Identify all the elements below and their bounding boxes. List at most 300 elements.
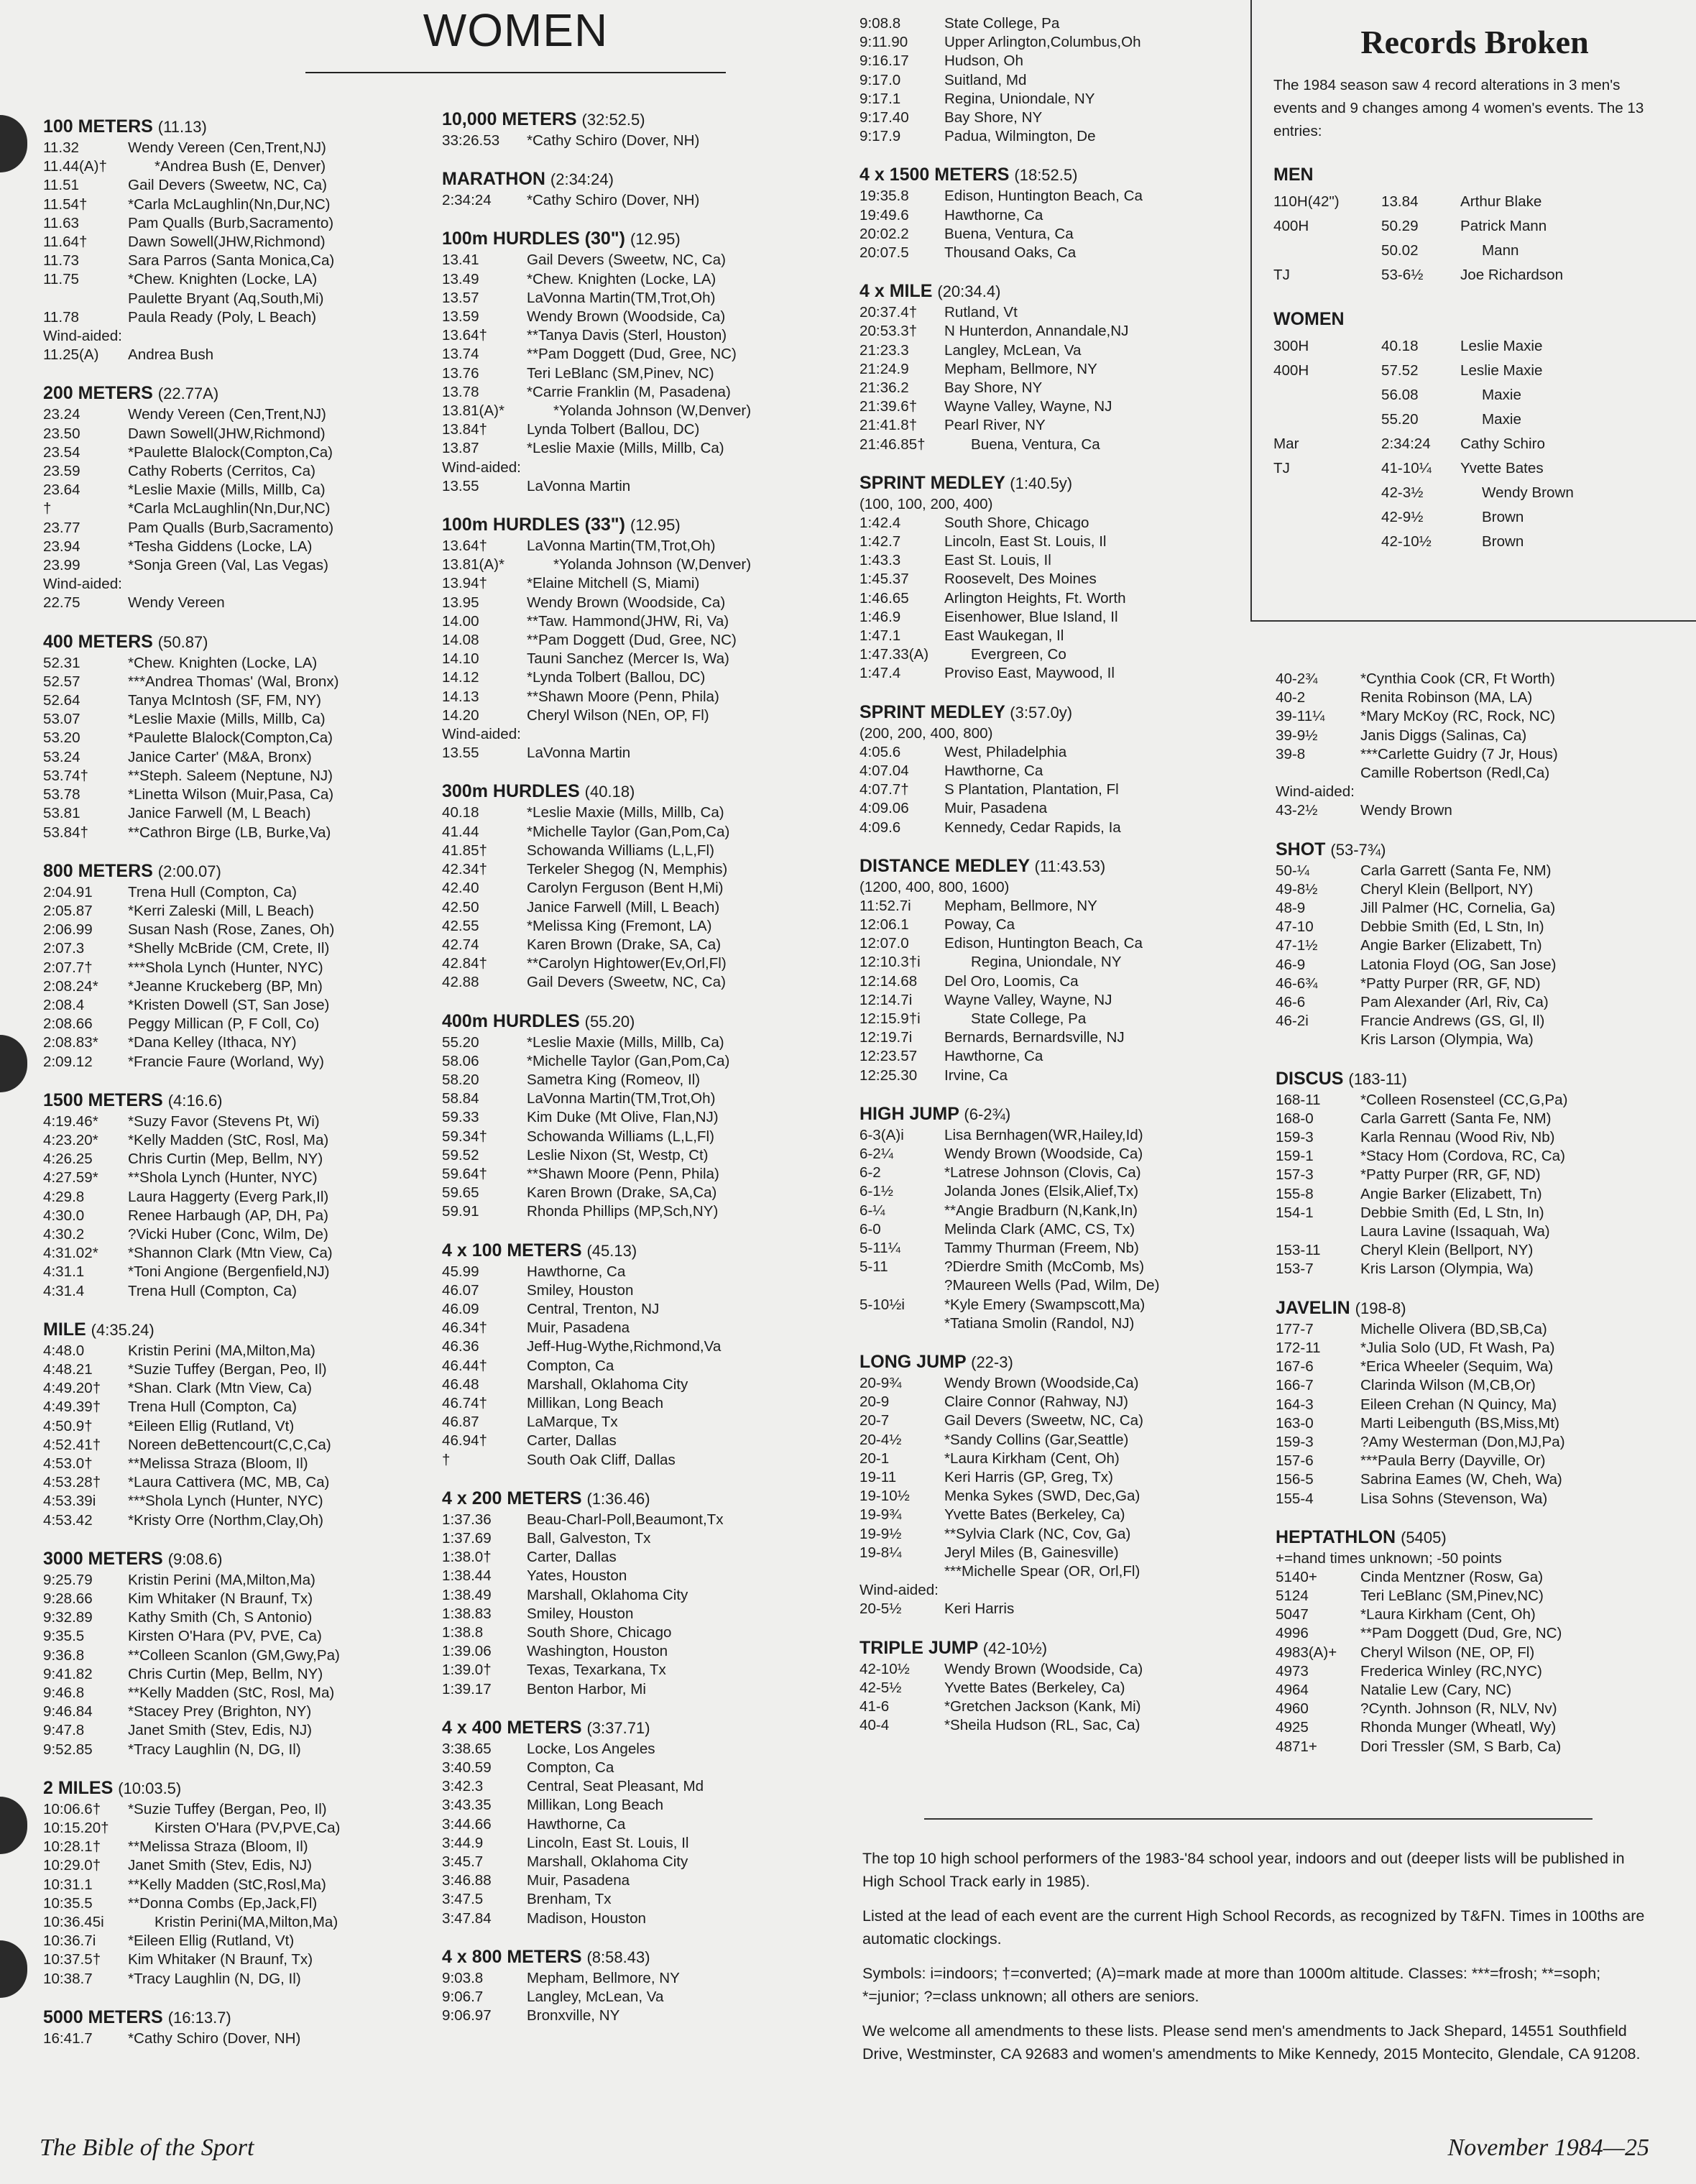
result-name: Hawthorne, Ca [944,206,1043,224]
event-title: HIGH JUMP [859,1103,964,1124]
result-mark: 1:47.33(A) [859,646,929,663]
result-mark: 53.84† [43,824,88,841]
result-name: Smiley, Houston [527,1281,634,1299]
event-block [442,1945,859,2026]
result-mark: 46.44† [442,1357,487,1374]
result-row [859,762,1248,780]
result-name: Kristin Perini (MA,Milton,Ma) [128,1342,315,1359]
result-row [1276,918,1678,936]
result-name: *Sheila Hudson (RL, Sac, Ca) [944,1717,1140,1734]
result-name: Edison, Huntington Beach, Ca [944,935,1143,952]
binder-hole [0,115,27,172]
event-record: (1:40.5y) [1010,474,1073,492]
result-mark: 13.49 [442,270,479,287]
result-mark: 12:06.1 [859,916,909,933]
result-mark: 20:07.5 [859,244,909,262]
result-name: Evergreen, Co [971,646,1066,663]
records-broken-title: Records Broken [1360,24,1589,60]
result-mark: 46-6 [1276,994,1306,1011]
result-mark: 13.87 [442,440,479,457]
result-name: Wayne Valley, Wayne, NJ [944,991,1112,1008]
result-mark: 39-11¼ [1276,708,1325,725]
event-heading [43,382,424,405]
record-row [1273,239,1696,263]
result-mark: 33:26.53 [442,132,500,149]
result-mark: 1:39.0† [442,1662,492,1679]
result-name: *Paulette Blalock(Compton,Ca) [128,729,333,747]
result-mark: 5047 [1276,1606,1309,1623]
result-row [1276,936,1678,955]
result-mark: 42.40 [442,880,479,897]
result-name: Kirsten O'Hara (PV, PVE, Ca) [128,1628,322,1645]
record-row [1273,530,1696,554]
page-header [305,0,726,73]
result-row [859,71,1248,90]
result-row [43,748,424,767]
result-row [859,1010,1248,1028]
result-name: *Tracy Laughlin (N, DG, Il) [128,1970,301,1987]
record-mark: 40.18 [1381,338,1419,354]
result-mark: 10:38.7 [43,1970,93,1987]
result-row [859,187,1248,206]
result-mark: 11.32 [43,139,80,156]
result-mark: 4:52.41† [43,1436,101,1453]
event-title: 4 x 1500 METERS [859,165,1015,185]
result-row [43,2029,424,2048]
result-name: Hudson, Oh [944,52,1023,70]
result-row [859,1374,1248,1393]
result-row [859,1411,1248,1430]
result-name: *Yolanda Johnson (W,Denver) [553,556,752,573]
result-name: Wendy Vereen [128,594,225,612]
column-3 [859,14,1248,1752]
result-name: *Tracy Laughlin (N, DG, Il) [128,1741,301,1758]
result-name: **Pam Doggett (Dud, Gree, NC) [527,632,737,649]
result-row [859,1716,1248,1735]
result-row [43,1360,424,1379]
result-mark: 10:29.0† [43,1857,101,1874]
result-row [859,1525,1248,1544]
result-name: *Kerri Zaleski (Mill, L Beach) [128,902,315,919]
record-athlete: Yvette Bates [1460,460,1544,476]
record-mark: 13.84 [1381,193,1419,210]
record-athlete: Maxie [1482,387,1521,403]
result-name: Wendy Brown (Woodside,Ca) [944,1374,1139,1391]
result-row [859,1562,1248,1581]
result-mark: 20:02.2 [859,225,909,242]
result-mark: 58.20 [442,1071,479,1088]
result-mark: 2:08.4 [43,996,85,1013]
result-row [43,921,424,939]
result-mark: 159-1 [1276,1148,1314,1165]
result-mark: 3:47.84 [442,1909,492,1927]
result-mark: 20-7 [859,1412,890,1429]
result-mark: 9:06.7 [442,1989,484,2006]
result-mark: 4996 [1276,1625,1309,1642]
result-name: Marti Leibenguth (BS,Miss,Mt) [1360,1414,1559,1432]
result-row [442,1300,859,1319]
record-athlete: Brown [1482,533,1524,550]
result-row [859,379,1248,397]
result-name: Hawthorne, Ca [944,762,1043,779]
result-mark [43,290,128,308]
result-mark [859,1276,944,1295]
result-row [442,1605,859,1623]
result-mark: 55.20 [442,1033,479,1051]
record-event: TJ [1273,267,1290,283]
page-title: WOMEN [423,4,609,56]
result-mark: 10:28.1† [43,1838,101,1856]
result-mark: 52.64 [43,692,80,709]
result-mark: 42.50 [442,898,479,916]
event-heading [442,227,859,251]
event-record: (10:03.5) [118,1779,182,1797]
result-row [43,1932,424,1950]
result-row [43,1913,424,1932]
result-mark: 4964 [1276,1681,1309,1698]
result-name: ***Paula Berry (Dayville, Or) [1360,1452,1546,1470]
result-name: Mepham, Bellmore, NY [944,360,1097,377]
result-name: **Shawn Moore (Penn, Phila) [527,1165,719,1182]
result-name: *Chew. Knighten (Locke, LA) [527,270,716,287]
event-heading [859,1636,1248,1660]
event-record: (3:37.71) [586,1718,650,1737]
result-row [43,1571,424,1590]
result-row [859,1145,1248,1164]
result-row [442,1740,859,1759]
event-record: (12.95) [630,230,681,249]
result-name: **Carolyn Hightower(Ev,Orl,Fl) [527,955,727,972]
result-mark: 11.25(A) [43,346,99,364]
result-name: *Suzie Tuffey (Bergan, Peo, Il) [128,1360,327,1378]
result-name: Carter, Dallas [527,1432,617,1450]
result-row [859,743,1248,762]
result-mark: 4:30.0 [43,1207,85,1224]
result-name: Schowanda Williams (L,L,Fl) [527,842,714,859]
result-name: *Jeanne Kruckeberg (BP, Mn) [128,977,323,995]
result-row [859,1468,1248,1487]
result-row [859,1028,1248,1047]
result-row [442,1988,859,2006]
result-name: **Steph. Saleem (Neptune, NJ) [128,767,333,784]
result-row [859,322,1248,341]
result-name: Bay Shore, NY [944,109,1043,126]
result-row [442,1834,859,1853]
result-row [859,1126,1248,1145]
result-name: Jolanda Jones (Elsik,Alief,Tx) [944,1183,1139,1200]
result-row [442,1071,859,1089]
result-name: Muir, Pasadena [944,800,1048,817]
result-mark: 52.57 [43,673,80,690]
result-mark: 23.64 [43,482,80,499]
result-mark: 2:05.87 [43,902,93,919]
result-name: State College, Pa [971,1010,1087,1027]
result-row [859,953,1248,972]
result-row [43,767,424,785]
result-name: Millikan, Long Beach [527,1394,664,1411]
result-name: **Shawn Moore (Penn, Phila) [527,688,719,705]
result-name: *Cathy Schiro (Dover, NH) [527,192,700,209]
result-mark: 153-7 [1276,1261,1314,1278]
event-heading [442,108,859,132]
result-name: *Toni Angione (Bergenfield,NJ) [128,1263,330,1281]
result-row [859,589,1248,608]
result-mark: 53.07 [43,711,80,728]
record-athlete: Leslie Maxie [1460,362,1543,379]
result-row [1276,1605,1678,1624]
result-mark: 3:46.88 [442,1872,492,1889]
result-row [1276,993,1678,1012]
result-name: Poway, Ca [944,916,1015,933]
event-block [43,1547,424,1759]
record-athlete: Patrick Mann [1460,218,1547,234]
event-record: (9:08.6) [167,1549,223,1568]
event-heading [859,163,1248,187]
result-mark: 53.81 [43,805,80,822]
result-row [43,1819,424,1838]
result-row [43,1169,424,1187]
result-mark [1276,764,1360,783]
result-row [859,1182,1248,1201]
result-mark: 5140+ [1276,1568,1317,1585]
result-row [859,127,1248,146]
result-name: **Donna Combs (Ep,Jack,Fl) [128,1894,318,1912]
result-name: Kim Whitaker (N Braunf, Tx) [128,1590,313,1607]
result-name: Claire Connor (Rahway, NJ) [944,1393,1128,1411]
result-name: Gail Devers (Sweetw, NC, Ca) [128,177,327,194]
result-name: Cathy Roberts (Cerritos, Ca) [128,463,315,480]
result-mark: 9:46.84 [43,1703,93,1720]
result-name: *Shan. Clark (Mtn View, Ca) [128,1380,312,1397]
result-row [442,459,859,477]
result-name: Bay Shore, NY [944,379,1043,397]
result-name: Wendy Vereen (Cen,Trent,NJ) [128,406,326,423]
result-row [442,1890,859,1909]
event-title: 4 x 400 METERS [442,1717,587,1738]
result-mark: 9:46.8 [43,1685,85,1702]
record-athlete: Cathy Schiro [1460,436,1545,452]
result-row [43,1511,424,1530]
result-mark: 4:09.06 [859,800,909,817]
result-name: Rhonda Munger (Wheatl, Wy) [1360,1719,1557,1736]
result-row [43,729,424,747]
result-name: *Francie Faure (Worland, Wy) [128,1053,324,1070]
result-row [859,1296,1248,1314]
record-mark: 50.02 [1381,242,1419,259]
result-row [1276,862,1678,880]
result-mark: 22.75 [43,594,80,612]
result-name: Gail Devers (Sweetw, NC, Ca) [527,252,726,269]
event-record: (5405) [1401,1528,1447,1547]
result-mark: † [43,500,52,517]
result-name: Trena Hull (Compton, Ca) [128,1399,297,1416]
result-row [859,1047,1248,1066]
result-name: Andrea Bush [128,346,214,364]
result-mark: 12:19.7i [859,1029,913,1046]
result-name: Millikan, Long Beach [527,1797,664,1814]
result-mark: 59.34† [442,1128,487,1145]
result-mark: 10:15.20† [43,1820,109,1837]
result-row [1276,1358,1678,1376]
result-name: Regina, Uniondale, NY [944,90,1095,107]
result-mark: 59.33 [442,1109,479,1126]
result-row [43,1112,424,1131]
result-mark: 11.73 [43,252,80,269]
footer-page-number: November 1984—25 [1447,2134,1649,2161]
result-mark: 11.78 [43,308,80,326]
result-name: *Leslie Maxie (Mills, Millb, Ca) [527,1033,724,1051]
event-record: (32:52.5) [581,111,645,129]
result-mark: 164-3 [1276,1396,1314,1413]
result-mark: 156-5 [1276,1471,1314,1488]
result-mark: 6-3(A)i [859,1126,904,1143]
result-name: Eisenhower, Blue Island, Il [944,608,1118,625]
result-row [442,289,859,308]
result-name: Kristin Perini(MA,Milton,Ma) [155,1914,338,1931]
result-name: Washington, Houston [527,1643,668,1660]
result-mark: 9:11.90 [859,34,908,51]
result-name: Kim Duke (Mt Olive, Flan,NJ) [527,1109,719,1126]
result-name: N Hunterdon, Annandale,NJ [944,323,1129,340]
result-row [43,1856,424,1875]
result-row [442,537,859,556]
result-row [442,270,859,289]
result-name: Compton, Ca [527,1759,614,1777]
result-mark: 3:45.7 [442,1853,484,1871]
result-name: Michelle Olivera (BD,SB,Ca) [1360,1320,1547,1337]
result-name: Upper Arlington,Columbus,Oh [944,34,1141,51]
result-name: Smiley, Houston [527,1605,634,1622]
result-mark: 2:06.99 [43,921,93,939]
result-row [43,1436,424,1455]
result-name: Ball, Galveston, Tx [527,1529,651,1547]
record-event: 110H(42") [1273,193,1340,210]
event-block [43,1089,424,1301]
result-mark: 41-6 [859,1698,890,1715]
result-row [442,1451,859,1470]
event-title: TRIPLE JUMP [859,1637,983,1658]
result-row [1276,1700,1678,1718]
result-mark: 14.20 [442,706,479,724]
event-record: (4:16.6) [167,1091,223,1110]
result-row [43,1053,424,1072]
result-row [1276,1470,1678,1489]
result-mark: 47-10 [1276,918,1314,936]
result-mark: 39-8 [1276,745,1306,762]
result-mark: 9:52.85 [43,1741,93,1758]
record-event: 400H [1273,362,1309,379]
event-record: (198-8) [1355,1299,1406,1317]
result-row [442,1319,859,1337]
result-mark: 9:17.1 [859,90,901,107]
result-mark: 20-9¾ [859,1374,902,1391]
event-title: 4 x MILE [859,281,938,302]
event-block [43,860,424,1072]
result-row [1276,1241,1678,1260]
result-name: Chris Curtin (Mep, Bellm, NY) [128,1665,323,1682]
result-mark: 40-4 [859,1717,890,1734]
result-name: *Michelle Taylor (Gan,Pom,Ca) [527,1052,730,1069]
record-row [1273,359,1696,383]
result-row [442,1202,859,1221]
record-mark: 53-6½ [1381,267,1424,283]
result-mark: 59.64† [442,1165,487,1182]
result-mark: 168-11 [1276,1091,1321,1108]
result-mark: 59.91 [442,1203,479,1220]
event-block [442,1239,859,1470]
event-title: 100m HURDLES (33") [442,515,630,535]
result-mark: 2:07.3 [43,940,85,957]
result-mark: 58.84 [442,1090,479,1107]
result-name: Wendy Brown (Woodside, Ca) [944,1145,1143,1162]
result-row [442,1661,859,1680]
result-mark: 19-10½ [859,1488,910,1505]
result-name: Trena Hull (Compton, Ca) [128,1282,297,1299]
result-row [442,383,859,402]
result-row [43,1033,424,1052]
result-row [1276,1568,1678,1587]
event-title: 2 MILES [43,1777,119,1798]
result-name: *Lynda Tolbert (Ballou, DC) [527,669,706,686]
result-row [442,706,859,725]
result-mark: 4:09.6 [859,819,901,836]
record-row [1273,432,1696,456]
result-row [43,346,424,364]
result-name: *Stacy Hom (Cordova, RC, Ca) [1360,1148,1565,1165]
result-mark: 4:53.42 [43,1511,93,1529]
result-mark: 1:43.3 [859,552,901,569]
event-heading [442,1010,859,1033]
result-mark: 42.34† [442,861,487,878]
result-mark: 20-9 [859,1393,890,1411]
result-mark: Wind-aided: [43,328,122,345]
result-row [43,1702,424,1721]
result-mark: 47-1½ [1276,937,1318,954]
result-name: Benton Harbor, Mi [527,1680,646,1697]
result-row [43,1342,424,1360]
record-mark: 2:34:24 [1381,436,1431,452]
record-row [1273,481,1696,505]
result-row [442,1337,859,1356]
result-name: LaVonna Martin [527,477,631,494]
result-name: Karla Rennau (Wood Riv, Nb) [1360,1129,1555,1146]
result-name: Kim Whitaker (N Braunf, Tx) [128,1951,313,1968]
result-name: Jeryl Miles (B, Gainesville) [944,1544,1119,1561]
result-mark: 12:25.30 [859,1066,918,1084]
result-row [442,402,859,420]
event-heading [859,1102,1248,1126]
result-name: **Colleen Scanlon (GM,Gwy,Pa) [128,1646,340,1664]
result-name: Wendy Brown (Woodside, Ca) [944,1660,1143,1677]
result-row [442,1089,859,1108]
result-mark: 46-6¾ [1276,974,1318,992]
result-name: Janice Carter' (M&A, Bronx) [128,748,312,765]
result-name: Pearl River, NY [944,417,1046,434]
event-record: (12.95) [630,516,681,535]
result-mark: 9:16.17 [859,52,909,70]
record-row [1273,190,1696,214]
result-row [43,233,424,252]
result-name: Tanya McIntosh (SF, FM, NY) [128,692,321,709]
result-mark: 40-2¾ [1276,671,1318,687]
result-name: *Patty Purper (RR, GF, ND) [1360,1166,1541,1184]
record-row [1273,383,1696,407]
result-mark: 153-11 [1276,1242,1321,1259]
record-athlete: Wendy Brown [1482,484,1574,501]
result-row [859,533,1248,551]
result-name: Wayne Valley, Wayne, NJ [944,398,1112,415]
event-heading [43,2006,424,2029]
